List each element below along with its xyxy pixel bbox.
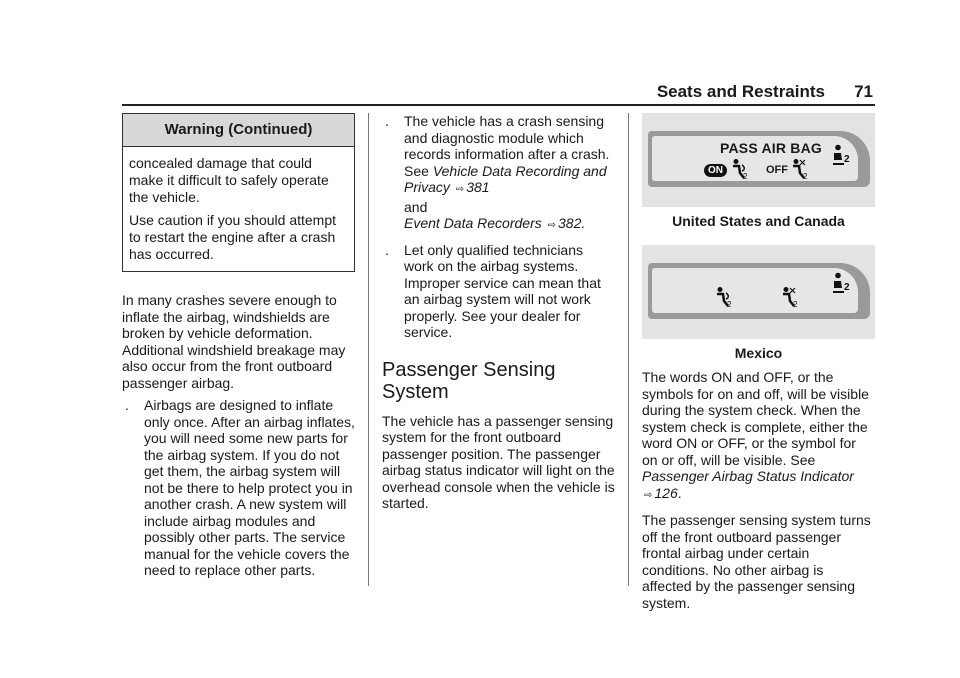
figure-caption: United States and Canada [672, 213, 845, 229]
passenger-airbag-off-icon [790, 158, 808, 180]
body-paragraph: The words ON and OFF, or the symbols for on and off, will be visible during the system check. When the system check is complete, either the word ON or OFF, or the symbol for on or off, will be visible. See Passenger Airbag Status Indicator ⇨ 126. [642, 369, 869, 501]
pass-airbag-label: PASS AIR BAG [720, 140, 822, 156]
indicator-panel [648, 131, 870, 187]
warning-heading: Warning (Continued) [123, 114, 354, 147]
page-reference-arrow-icon: ⇨ [644, 489, 653, 501]
bullet-text: The vehicle has a crash sensing and diagnostic module which records information after a crash. See [404, 113, 610, 179]
passenger-airbag-on-icon [714, 286, 732, 308]
warning-box [122, 113, 355, 272]
body-paragraph: The passenger sensing system turns off the front outboard passenger frontal airbag under certain conditions. No other airbag is affected by the passenger sensing system. [642, 512, 871, 611]
column-2 [382, 113, 615, 518]
bullet-icon: . [385, 113, 389, 129]
airbag-indicator-figure-mexico [642, 245, 875, 339]
seatbelt-reminder-icon [830, 272, 852, 296]
svg-text:2: 2 [793, 300, 798, 308]
cross-reference-page[interactable]: 381 [466, 179, 490, 195]
body-paragraph: The vehicle has a passenger sensing system for the front outboard passenger position. The passenger airbag status indicator will light on the overhead console when the vehicle is started. [382, 412, 615, 511]
column-3 [642, 113, 875, 617]
svg-text:2: 2 [844, 282, 850, 293]
cross-reference-link[interactable]: Event Data Recorders [404, 215, 542, 231]
body-paragraph: In many crashes severe enough to inflate the airbag, windshields are broken by vehicle deformation. Additional windshield breakage may also occur from the front outboard passenger airbag. [122, 292, 346, 391]
bullet-text: and [404, 198, 428, 215]
on-label: ON [704, 164, 727, 177]
svg-text:2: 2 [743, 172, 748, 180]
warning-paragraph: concealed damage that could make it difficult to safely operate the vehicle. [129, 155, 329, 205]
off-label: OFF [766, 164, 788, 176]
column-1 [122, 113, 355, 586]
column-divider [368, 113, 369, 586]
bullet-icon: . [125, 397, 129, 413]
page-reference-arrow-icon: ⇨ [455, 184, 465, 195]
bullet-item [382, 242, 615, 341]
bullet-icon: . [385, 241, 389, 258]
passenger-airbag-off-icon [780, 286, 798, 308]
section-heading: Passenger Sensing System [382, 358, 556, 403]
column-divider [628, 113, 629, 586]
bullet-item [122, 397, 355, 579]
cross-reference-link[interactable]: Passenger Airbag Status Indicator [642, 468, 854, 484]
cross-reference-page[interactable]: 126 [654, 484, 678, 501]
page-header [122, 80, 875, 106]
section-title: Seats and Restraints [656, 82, 825, 101]
svg-text:2: 2 [803, 172, 808, 180]
bullet-item: . The vehicle has a crash sensing and diagnostic module which records information after a crash. See Vehicle Data Recording and Privacy ⇨ 381 and Event Data Recorders ⇨ 382. [385, 113, 610, 231]
warning-paragraph: Use caution if you should attempt to restart the engine after a crash has occurred. [129, 212, 337, 262]
cross-reference-page[interactable]: 382 [558, 215, 582, 231]
page-reference-arrow-icon: ⇨ [547, 220, 557, 231]
indicator-panel [648, 263, 870, 319]
cross-reference-link[interactable]: Vehicle Data Recording and Privacy [404, 162, 607, 195]
airbag-indicator-figure-us [642, 113, 875, 207]
passenger-airbag-on-icon [730, 158, 748, 180]
seatbelt-reminder-icon [830, 144, 852, 168]
svg-text:2: 2 [727, 300, 732, 308]
figure-caption: Mexico [734, 345, 783, 361]
warning-body [123, 147, 354, 271]
bullet-text: Airbags are designed to inflate only once. After an airbag inflates, you will need some new parts for the airbag system. If you do not get them, the airbag system will not be there to help protect you in another crash. A new system will include airbag modules and possibly other parts. The service manual for the vehicle covers the need to replace other parts. [144, 397, 355, 578]
svg-text:2: 2 [844, 154, 850, 165]
page-number: 71 [854, 82, 873, 101]
bullet-text: Let only qualified technicians work on the airbag systems. Improper service can mean that an airbag system will not work properly. See your dealer for service. [404, 241, 601, 340]
